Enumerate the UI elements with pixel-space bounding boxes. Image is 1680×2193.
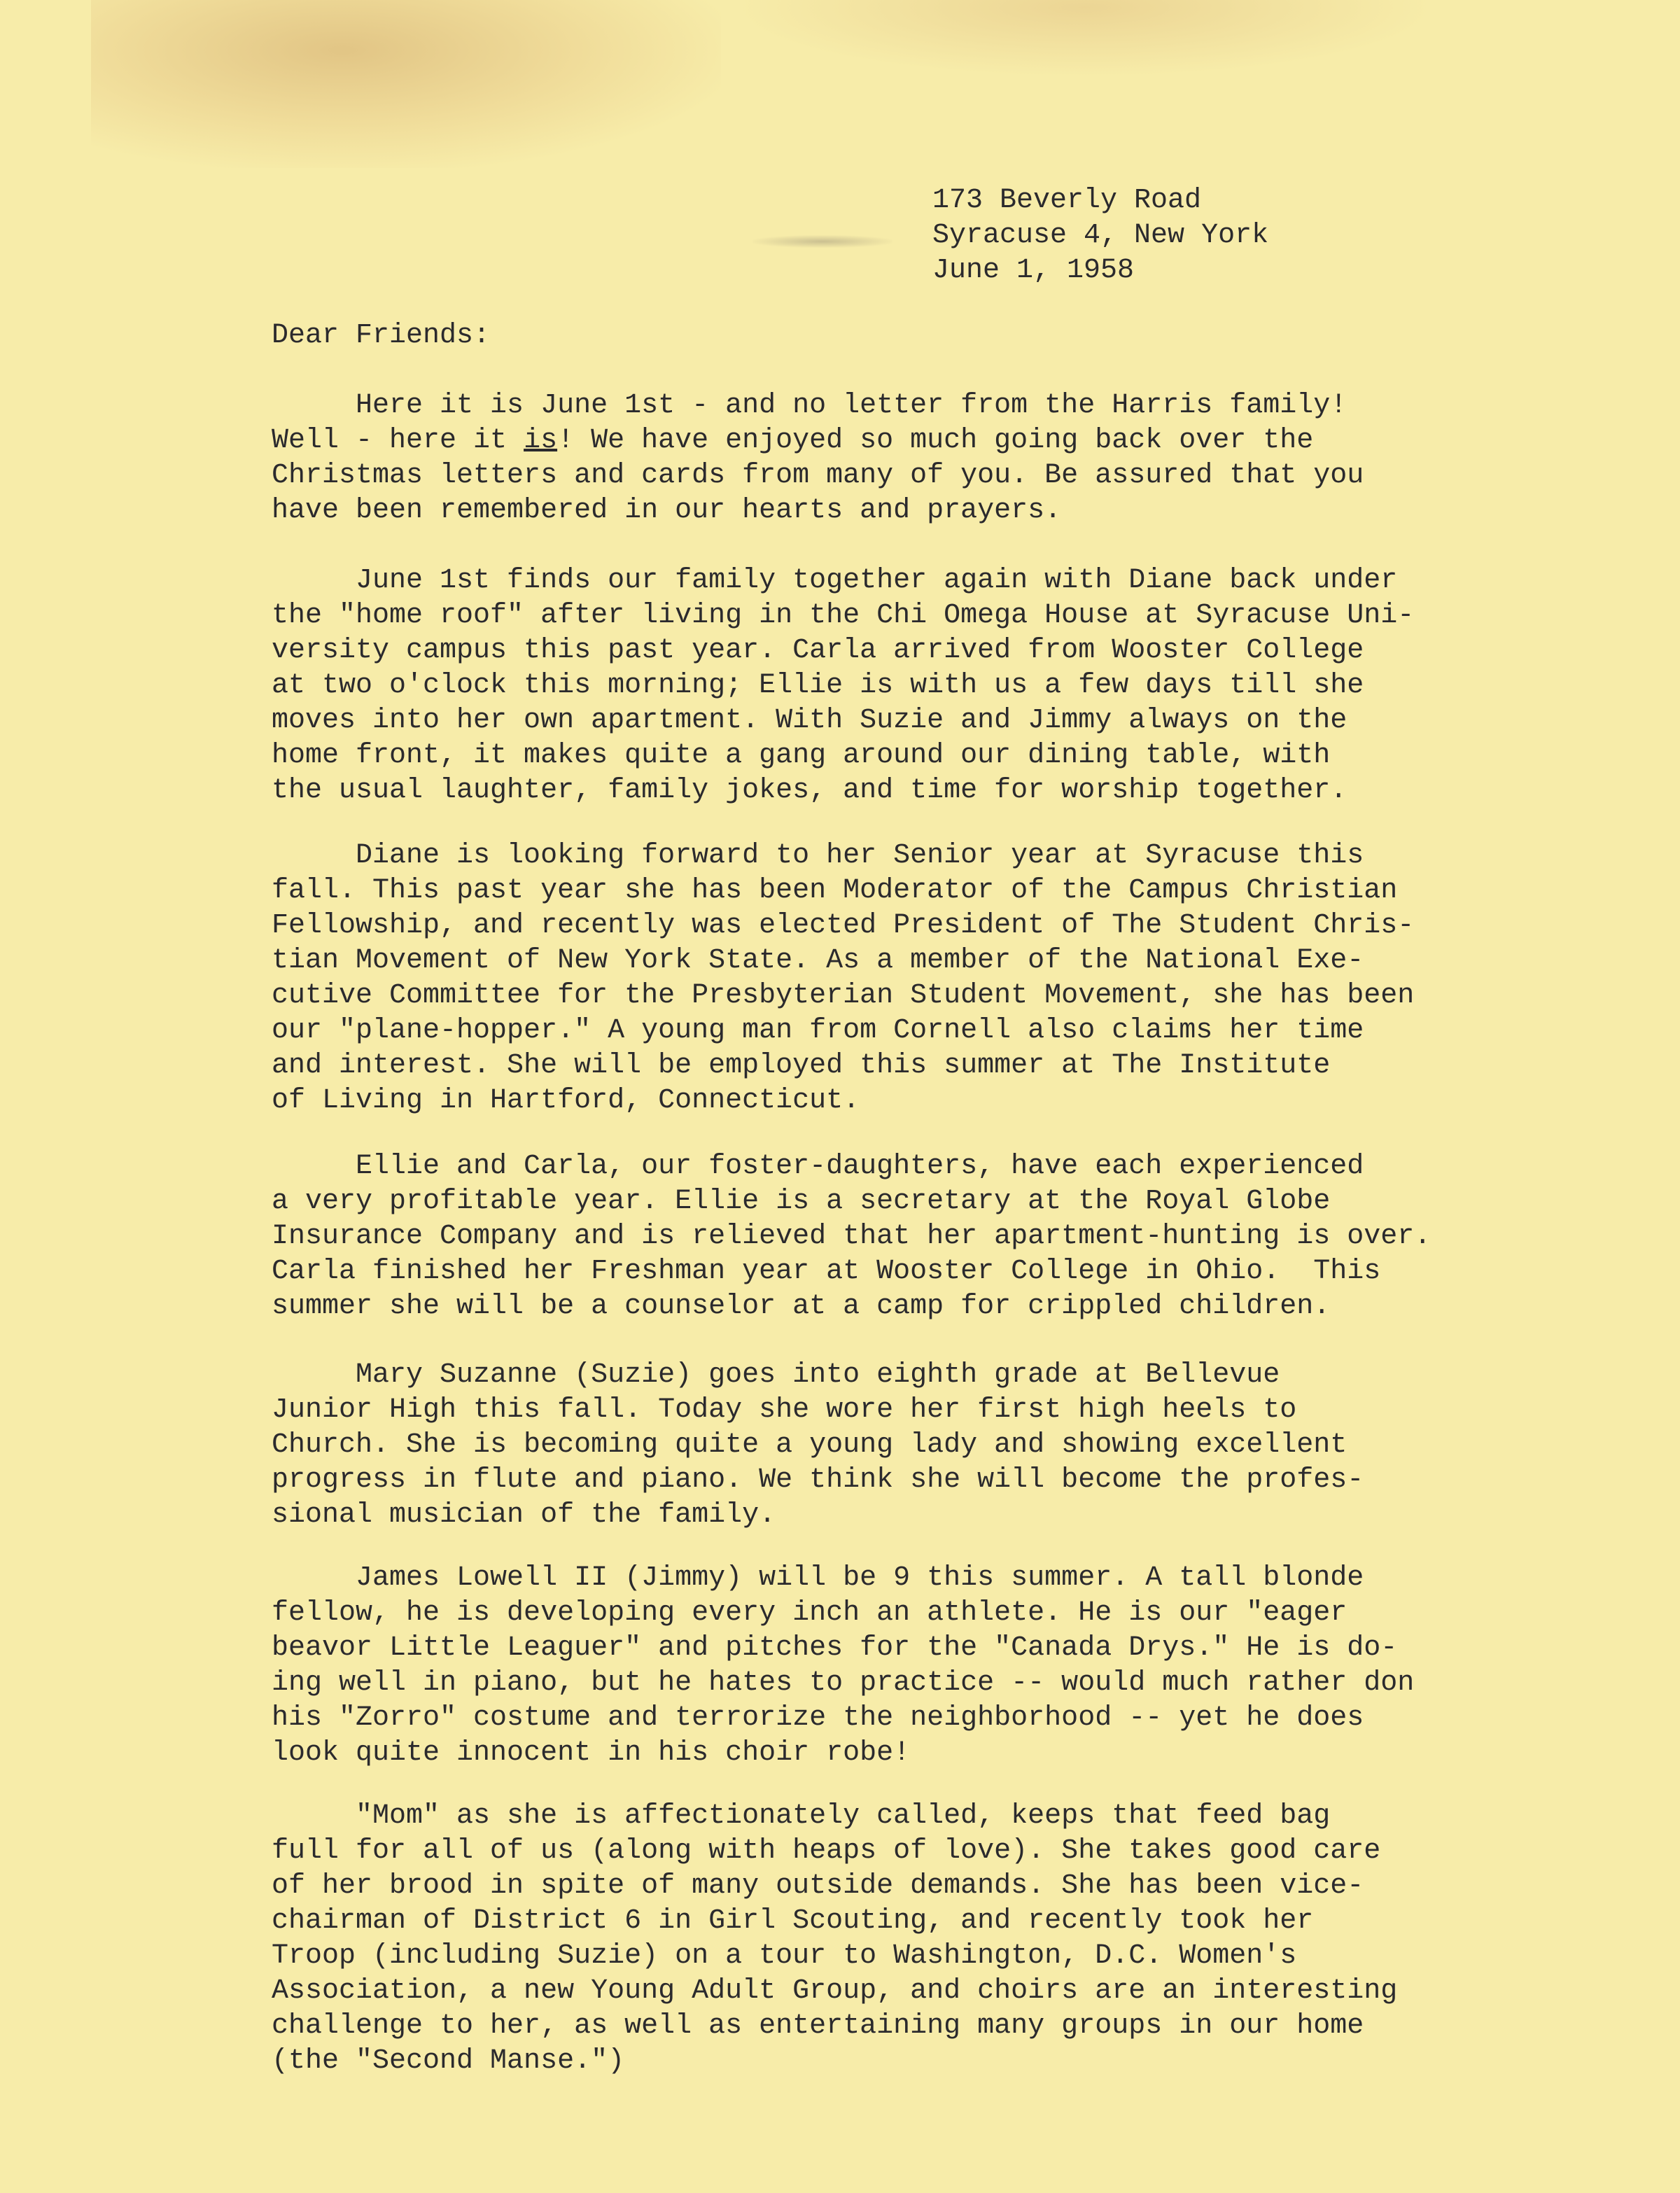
text-line: and interest. She will be employed this summer at The Institute	[272, 1050, 1331, 1081]
address-street: 173 Beverly Road	[932, 185, 1202, 216]
text-line	[272, 423, 1462, 458]
text-line: sional musician of the family.	[272, 1499, 776, 1531]
paragraph-family	[272, 563, 1462, 808]
sender-address	[932, 183, 1268, 288]
paragraph-diane	[272, 839, 1462, 1119]
underlined-word: is	[524, 425, 558, 456]
text-line: the usual laughter, family jokes, and time for worship together.	[272, 775, 1348, 806]
text-line: moves into her own apartment. With Suzie and Jimmy always on the	[272, 705, 1348, 736]
text-line: Fellowship, and recently was elected President of The Student Chris-	[272, 910, 1415, 941]
salutation: Dear Friends:	[272, 320, 491, 351]
text-line: cutive Committee for the Presbyterian Student Movement, she has been	[272, 980, 1415, 1011]
text-line: Church. She is becoming quite a young lady and showing excellent	[272, 1429, 1348, 1461]
text-line: Diane is looking forward to her Senior year at Syracuse this	[272, 840, 1364, 871]
text-line: a very profitable year. Ellie is a secretary at the Royal Globe	[272, 1186, 1331, 1217]
text-line: of Living in Hartford, Connecticut.	[272, 1085, 860, 1116]
paragraph-mom	[272, 1799, 1462, 2079]
text-line: Troop (including Suzie) on a tour to Washington, D.C. Women's	[272, 1940, 1297, 1972]
text-line: his "Zorro" costume and terrorize the neighborhood -- yet he does	[272, 1702, 1364, 1734]
text-line: Association, a new Young Adult Group, and choirs are an interesting	[272, 1975, 1398, 2007]
paragraph-intro	[272, 388, 1462, 528]
text-line: "Mom" as she is affectionately called, keeps that feed bag	[272, 1800, 1331, 1832]
text-line: challenge to her, as well as entertaining many groups in our home	[272, 2010, 1364, 2042]
text-line: tian Movement of New York State. As a member of the National Exe-	[272, 945, 1364, 976]
paper-stain-top	[735, 0, 1435, 77]
text-line: Carla finished her Freshman year at Wooster College in Ohio. This	[272, 1256, 1381, 1287]
text-line: Junior High this fall. Today she wore her first high heels to	[272, 1394, 1297, 1426]
ink-smudge	[752, 235, 892, 248]
text-line: chairman of District 6 in Girl Scouting, and recently took her	[272, 1905, 1314, 1937]
text-line: June 1st finds our family together again with Diane back under	[272, 565, 1398, 596]
text-line: ing well in piano, but he hates to practice -- would much rather don	[272, 1667, 1415, 1699]
paragraph-ellie-carla	[272, 1149, 1462, 1324]
text-line: Insurance Company and is relieved that her apartment-hunting is over.	[272, 1221, 1432, 1252]
text-segment: ! We have enjoyed so much going back over the	[557, 425, 1314, 456]
text-line: beavor Little Leaguer" and pitches for the "Canada Drys." He is do-	[272, 1632, 1398, 1664]
text-line: James Lowell II (Jimmy) will be 9 this summer. A tall blonde	[272, 1562, 1364, 1594]
text-line: Christmas letters and cards from many of you. Be assured that you	[272, 460, 1364, 491]
letter-date: June 1, 1958	[932, 255, 1135, 286]
text-line: Mary Suzanne (Suzie) goes into eighth grade at Bellevue	[272, 1359, 1280, 1391]
paragraph-suzie	[272, 1358, 1462, 1533]
text-line: have been remembered in our hearts and prayers.	[272, 495, 1062, 526]
text-line: full for all of us (along with heaps of love). She takes good care	[272, 1835, 1381, 1867]
text-line: home front, it makes quite a gang around our dining table, with	[272, 740, 1331, 771]
text-line: the "home roof" after living in the Chi Omega House at Syracuse Uni-	[272, 600, 1415, 631]
text-line: fall. This past year she has been Moderator of the Campus Christian	[272, 875, 1398, 906]
address-city: Syracuse 4, New York	[932, 220, 1269, 251]
text-line: at two o'clock this morning; Ellie is with us a few days till she	[272, 670, 1364, 701]
text-line: Here it is June 1st - and no letter from the Harris family!	[272, 390, 1348, 421]
text-line: fellow, he is developing every inch an athlete. He is our "eager	[272, 1597, 1348, 1629]
text-line: summer she will be a counselor at a camp for crippled children.	[272, 1291, 1331, 1322]
paper-stain	[91, 0, 721, 168]
text-line: our "plane-hopper." A young man from Cornell also claims her time	[272, 1015, 1364, 1046]
text-segment: Well - here it	[272, 425, 524, 456]
text-line: (the "Second Manse.")	[272, 2045, 625, 2077]
text-line: progress in flute and piano. We think she will become the profes-	[272, 1464, 1364, 1496]
text-line: look quite innocent in his choir robe!	[272, 1737, 911, 1769]
paragraph-jimmy	[272, 1561, 1462, 1771]
text-line: Ellie and Carla, our foster-daughters, have each experienced	[272, 1151, 1364, 1182]
text-line: versity campus this past year. Carla arrived from Wooster College	[272, 635, 1364, 666]
text-line: of her brood in spite of many outside demands. She has been vice-	[272, 1870, 1364, 1902]
